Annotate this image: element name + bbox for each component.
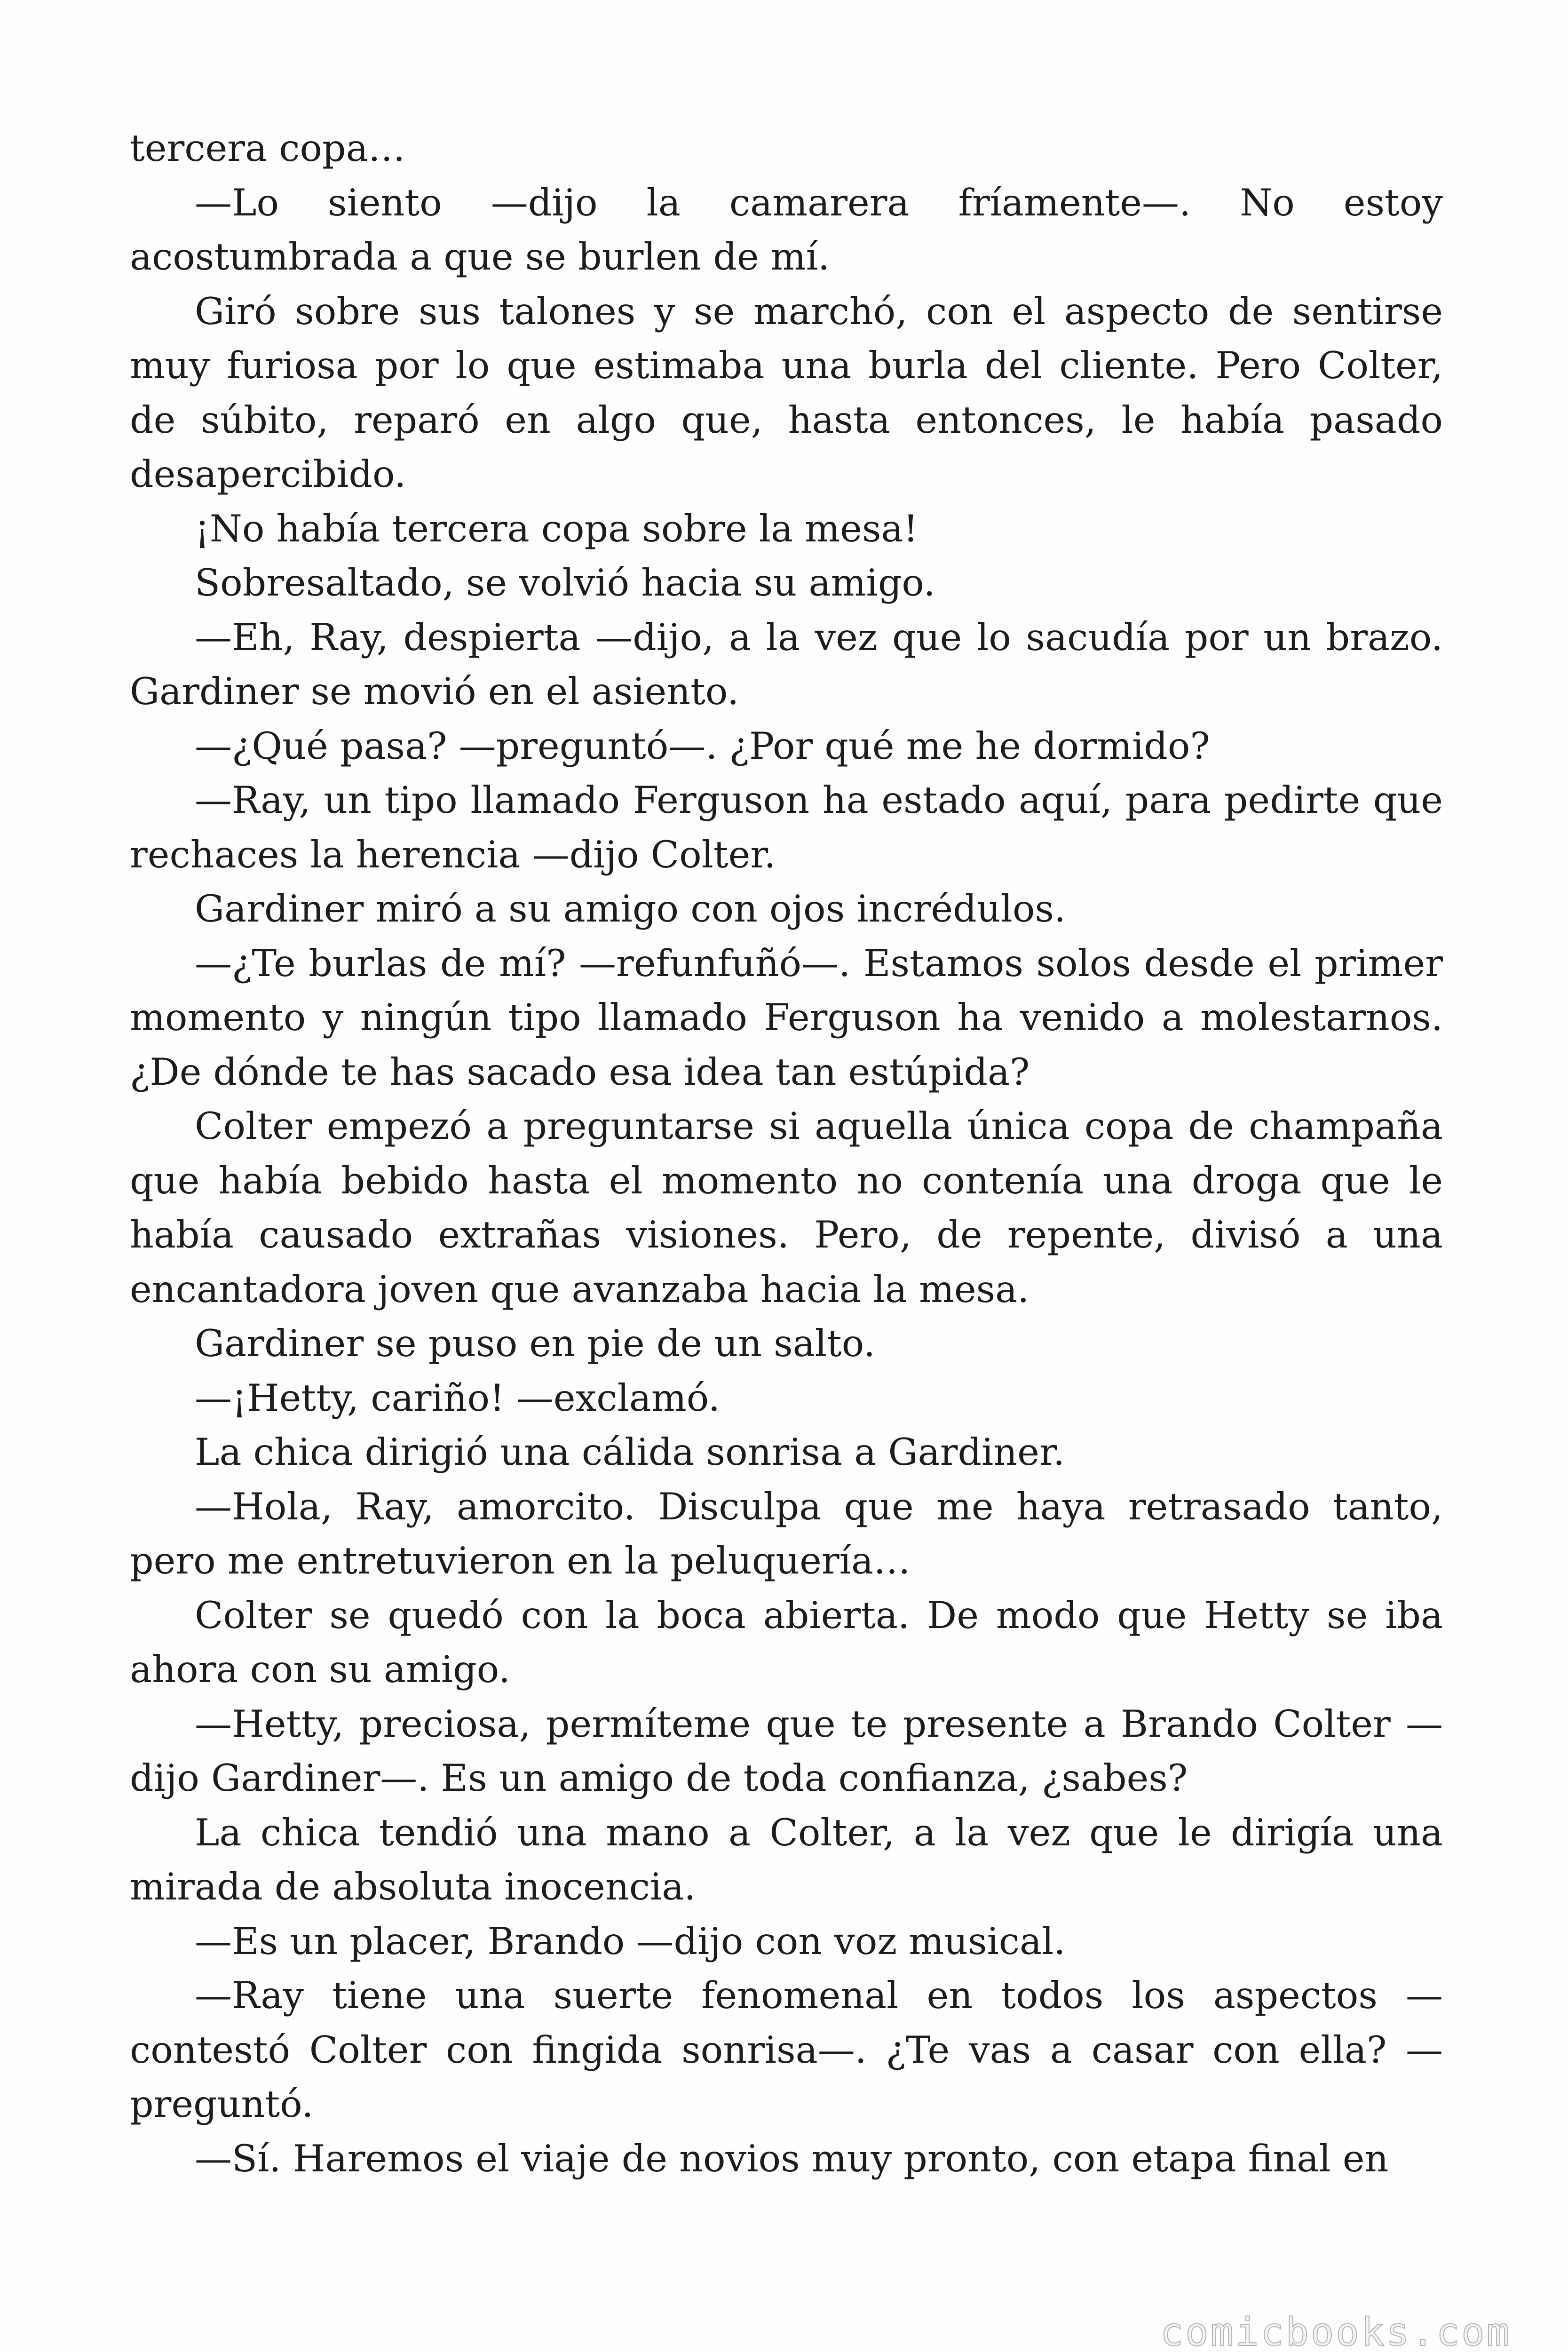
page-text <box>130 121 1443 2186</box>
paragraph: —Lo siento —dijo la camarera fríamente—. No estoy acostumbrada a que se burlen de mí. <box>130 181 1443 278</box>
paragraph: Gardiner se puso en pie de un salto. <box>195 1322 876 1365</box>
paragraph: Colter se quedó con la boca abierta. De modo que Hetty se iba ahora con su amigo. <box>130 1593 1443 1691</box>
paragraph: —Hetty, preciosa, permíteme que te presente a Brando Colter —dijo Gardiner—. Es un amigo de toda confianza, ¿sabes? <box>130 1702 1443 1800</box>
paragraph: —Eh, Ray, despierta —dijo, a la vez que lo sacudía por un brazo. Gardiner se movió en el asiento. <box>130 615 1443 713</box>
paragraph: —¿Qué pasa? —preguntó—. ¿Por qué me he dormido? <box>195 724 1210 768</box>
watermark: comicbooks.com <box>1160 2310 1512 2352</box>
paragraph: ¡No había tercera copa sobre la mesa! <box>195 507 919 550</box>
paragraph: Sobresaltado, se volvió hacia su amigo. <box>195 561 935 604</box>
paragraph: —Hola, Ray, amorcito. Disculpa que me haya retrasado tanto, pero me entretuvieron en la peluquería… <box>130 1485 1443 1582</box>
paragraph: tercera copa… <box>130 127 405 170</box>
paragraph: La chica dirigió una cálida sonrisa a Gardiner. <box>195 1430 1065 1474</box>
paragraph: Giró sobre sus talones y se marchó, con el aspecto de sentirse muy furiosa por lo que estimaba una burla del cliente. Pero Colter, de súbito, reparó en algo que, hasta entonces, le había pasado desapercibido. <box>130 289 1443 496</box>
paragraph: —Sí. Haremos el viaje de novios muy pronto, con etapa final en <box>195 2137 1389 2180</box>
paragraph: Gardiner miró a su amigo con ojos incrédulos. <box>195 887 1066 930</box>
paragraph: —Ray, un tipo llamado Ferguson ha estado aquí, para pedirte que rechaces la herencia —dijo Colter. <box>130 779 1443 876</box>
paragraph: La chica tendió una mano a Colter, a la vez que le dirigía una mirada de absoluta inocencia. <box>130 1811 1443 1908</box>
paragraph: Colter empezó a preguntarse si aquella única copa de champaña que había bebido hasta el momento no contenía una droga que le había causado extrañas visiones. Pero, de repente, divisó a una encantadora joven que avanzaba hacia la mesa. <box>130 1104 1443 1311</box>
paragraph: —¡Hetty, cariño! —exclamó. <box>195 1376 721 1420</box>
paragraph: —Es un placer, Brando —dijo con voz musical. <box>195 1919 1066 1963</box>
paragraph: —Ray tiene una suerte fenomenal en todos los aspectos —contestó Colter con fingida sonrisa—. ¿Te vas a casar con ella? —preguntó. <box>130 1974 1443 2126</box>
paragraph: —¿Te burlas de mí? —refunfuñó—. Estamos solos desde el primer momento y ningún tipo llamado Ferguson ha venido a molestarnos. ¿De dónde te has sacado esa idea tan estúpida? <box>130 941 1443 1094</box>
